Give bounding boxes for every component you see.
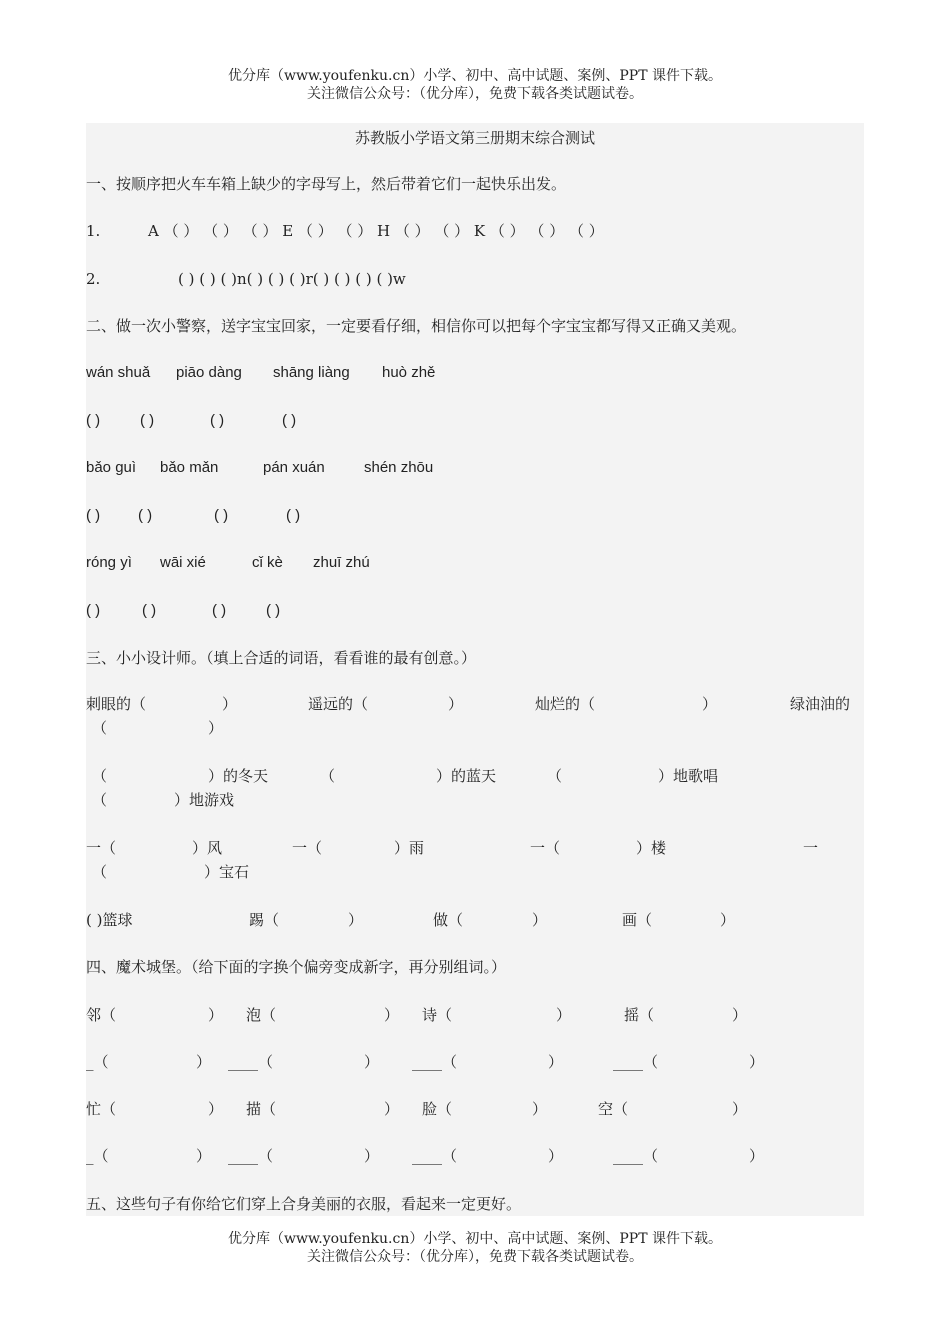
fill-text: 空（ (598, 1100, 629, 1118)
fill-text: ） (208, 719, 224, 737)
fill-text: 一 (803, 839, 819, 857)
fill-text: 忙（ (86, 1100, 117, 1118)
answer-brackets: ( ) (210, 412, 225, 429)
fill-text: ） (384, 1006, 400, 1024)
fill-text: ） (548, 1147, 564, 1165)
fill-text: ____（ (412, 1053, 458, 1071)
fill-text: ）地歌唱 (658, 767, 719, 785)
q1-row-1-letters: A （ ） （ ） （ ） E （ ） （ ） H （ ） （ ） K （ ） （ ） （ ） (148, 222, 604, 240)
fill-text: 刺眼的（ (86, 695, 147, 713)
pinyin-item: wāi xié (160, 554, 206, 571)
fill-text: （ (92, 767, 108, 785)
fill-text: ） (348, 911, 364, 929)
fill-text: ） (364, 1147, 380, 1165)
fill-text: ） (556, 1006, 572, 1024)
fill-text: ） (196, 1147, 212, 1165)
fill-text: （ (92, 791, 108, 809)
fill-text: 踢（ (249, 911, 280, 929)
fill-text: 描（ (246, 1100, 277, 1118)
pinyin-item: piāo dàng (176, 364, 242, 381)
answer-brackets: ( ) (214, 507, 229, 524)
pinyin-item: róng yì (86, 554, 132, 571)
pinyin-item: cǐ kè (252, 554, 283, 571)
answer-brackets: ( ) (86, 412, 101, 429)
pinyin-item: shāng liàng (273, 364, 350, 381)
fill-text: ）地游戏 (174, 791, 235, 809)
exam-body (86, 123, 864, 1216)
fill-text: _（ (86, 1053, 109, 1071)
pinyin-item: bǎo mǎn (160, 459, 219, 476)
fill-text: ） (732, 1100, 748, 1118)
fill-text: 一（ (86, 839, 117, 857)
fill-text: 做（ (433, 911, 464, 929)
fill-text: 摇（ (624, 1006, 655, 1024)
fill-text: ____（ (412, 1147, 458, 1165)
fill-text: （ (92, 719, 108, 737)
fill-text: ____（ (228, 1147, 274, 1165)
fill-text: ____（ (613, 1147, 659, 1165)
fill-text: ） (732, 1006, 748, 1024)
answer-brackets: ( ) (140, 412, 155, 429)
fill-text: 灿烂的（ (535, 695, 596, 713)
fill-text: ） (532, 1100, 548, 1118)
header-line-1: 优分库（www.youfenku.cn）小学、初中、高中试题、案例、PPT 课件下载。 (227, 68, 722, 84)
fill-text: ）的冬天 (208, 767, 269, 785)
q2-heading: 二、做一次小警察，送字宝宝回家，一定要看仔细，相信你可以把每个字宝宝都写得又正确又美观。 (86, 317, 747, 335)
q1-row-1-number: 1. (86, 222, 101, 240)
fill-text: 绿油油的 (790, 695, 851, 713)
footer-line-1: 优分库（www.youfenku.cn）小学、初中、高中试题、案例、PPT 课件下载。 (227, 1231, 722, 1247)
exam-title: 苏教版小学语文第三册期末综合测试 (354, 129, 595, 147)
fill-text: ____（ (228, 1053, 274, 1071)
answer-brackets: ( ) (212, 602, 227, 619)
fill-text: 遥远的（ (308, 695, 369, 713)
fill-text: ） (222, 695, 238, 713)
q1-heading: 一、按顺序把火车车箱上缺少的字母写上，然后带着它们一起快乐出发。 (86, 175, 567, 193)
fill-text: 邻（ (86, 1006, 117, 1024)
fill-text: ）楼 (636, 839, 667, 857)
fill-text: （ (320, 767, 336, 785)
fill-text: _（ (86, 1147, 109, 1165)
fill-text: 脸（ (422, 1100, 453, 1118)
fill-text: ） (384, 1100, 400, 1118)
fill-text: ） (208, 1006, 224, 1024)
fill-text: ）风 (192, 839, 223, 857)
pinyin-item: zhuī zhú (313, 554, 370, 571)
pinyin-item: bǎo guì (86, 459, 137, 476)
fill-text: 诗（ (422, 1006, 453, 1024)
header-line-2: 关注微信公众号：（优分库），免费下载各类试题试卷。 (307, 86, 643, 102)
fill-text: ） (749, 1053, 765, 1071)
fill-text: ）宝石 (204, 863, 250, 881)
q1-row-2-number: 2. (86, 270, 101, 288)
page-footer (0, 1230, 950, 1266)
q3-heading: 三、小小设计师。（填上合适的词语，看看谁的最有创意。） (86, 649, 477, 667)
pinyin-item: huò zhě (382, 364, 436, 381)
fill-text: ____（ (613, 1053, 659, 1071)
answer-brackets: ( ) (286, 507, 301, 524)
answer-brackets: ( ) (86, 602, 101, 619)
footer-line-2: 关注微信公众号：（优分库），免费下载各类试题试卷。 (307, 1249, 643, 1265)
answer-brackets: ( ) (138, 507, 153, 524)
fill-text: ） (532, 911, 548, 929)
fill-text: ( )篮球 (86, 911, 133, 929)
answer-brackets: ( ) (142, 602, 157, 619)
fill-text: ） (702, 695, 718, 713)
q5-heading: 五、这些句子有你给它们穿上合身美丽的衣服，看起来一定更好。 (86, 1195, 522, 1213)
fill-text: （ (92, 863, 108, 881)
answer-brackets: ( ) (266, 602, 281, 619)
pinyin-item: wán shuǎ (86, 364, 151, 381)
answer-brackets: ( ) (282, 412, 297, 429)
pinyin-item: shén zhōu (364, 459, 434, 476)
fill-text: ） (208, 1100, 224, 1118)
fill-text: （ (547, 767, 563, 785)
fill-text: ） (364, 1053, 380, 1071)
page-header (0, 67, 950, 103)
fill-text: 泡（ (246, 1006, 277, 1024)
fill-text: 一（ (292, 839, 323, 857)
q1-row-2-letters: ( ) ( ) ( )n( ) ( ) ( )r( ) ( ) ( ) ( )w (178, 270, 406, 288)
fill-text: 一（ (530, 839, 561, 857)
fill-text: ） (749, 1147, 765, 1165)
q4-heading: 四、魔术城堡。（给下面的字换个偏旁变成新字，再分别组词。） (86, 958, 507, 976)
fill-text: 画（ (622, 911, 653, 929)
fill-text: ） (196, 1053, 212, 1071)
pinyin-item: pán xuán (263, 459, 325, 476)
answer-brackets: ( ) (86, 507, 101, 524)
fill-text: ） (548, 1053, 564, 1071)
fill-text: ）雨 (394, 839, 425, 857)
fill-text: ）的蓝天 (436, 767, 497, 785)
fill-text: ） (720, 911, 736, 929)
fill-text: ） (448, 695, 464, 713)
